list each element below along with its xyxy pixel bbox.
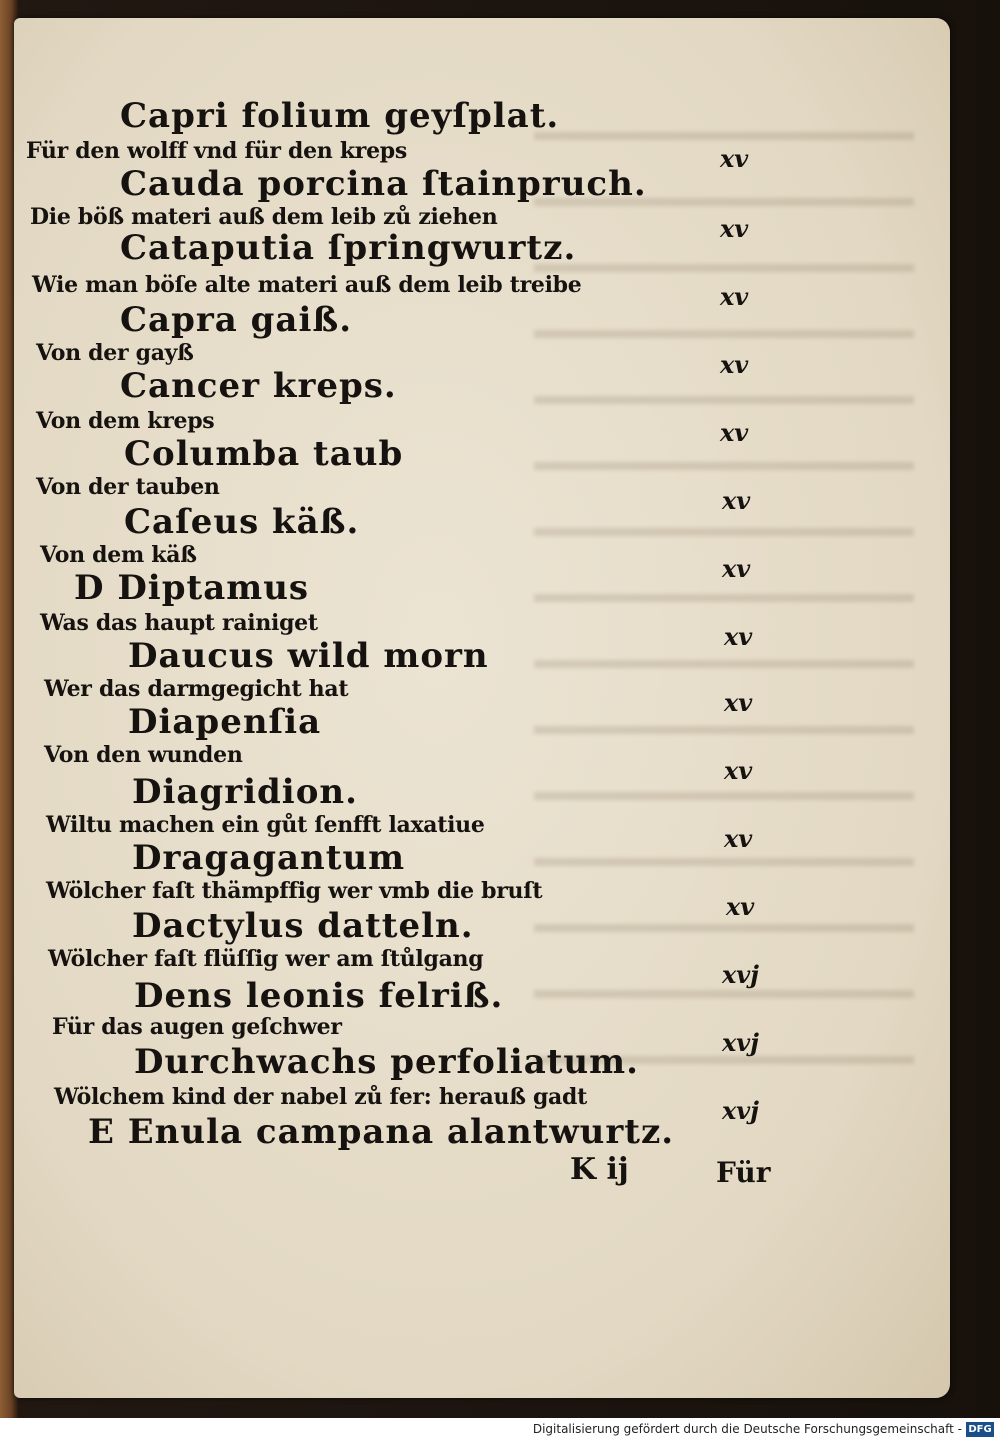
- entry-number-21: xv: [724, 824, 753, 853]
- entry-text-29: Wölchem kind der nabel zů fer: herauß gadt: [54, 1084, 587, 1110]
- entry-heading-6: Capra gaiß.: [120, 300, 353, 340]
- entry-text-5: Wie man böſe alte materi auß dem leib treibe: [32, 272, 582, 298]
- dfg-logo: DFG: [966, 1422, 994, 1437]
- entry-heading-10: Columba taub: [124, 434, 404, 474]
- entry-number-7: xv: [720, 350, 749, 379]
- entry-heading-24: Dactylus datteln.: [132, 906, 474, 946]
- entry-text-27: Für das augen geſchwer: [52, 1014, 342, 1040]
- entry-heading-8: Cancer kreps.: [120, 366, 397, 406]
- entry-text-17: Wer das darmgegicht hat: [44, 676, 349, 702]
- entry-heading-28: Durchwachs perfoliatum.: [134, 1042, 639, 1082]
- entry-number-17: xv: [724, 688, 753, 717]
- entry-text-21: Wiltu machen ein gůt ſenfft laxatiue: [46, 812, 485, 838]
- entry-heading-16: Daucus wild morn: [128, 636, 489, 676]
- entry-heading-14: D Diptamus: [74, 568, 310, 608]
- entry-number-3: xv: [720, 214, 749, 243]
- entry-text-7: Von der gayß: [36, 340, 194, 366]
- entry-heading-4: Cataputia ſpringwurtz.: [120, 228, 577, 268]
- entry-number-19: xv: [724, 756, 753, 785]
- entry-heading-22: Dragagantum: [132, 838, 406, 878]
- entry-heading-20: Diagridion.: [132, 772, 358, 812]
- entry-heading-12: Caſeus käß.: [124, 502, 360, 542]
- entry-text-3: Die böß materi auß dem leib zů ziehen: [30, 204, 498, 230]
- entry-number-5: xv: [720, 282, 749, 311]
- entry-text-9: Von dem kreps: [36, 408, 215, 434]
- entry-number-23: xv: [726, 892, 755, 921]
- book-page: [14, 18, 950, 1398]
- entry-text-11: Von der tauben: [36, 474, 220, 500]
- entry-heading-2: Cauda porcina ſtainpruch.: [120, 164, 647, 204]
- catchword: Für: [716, 1156, 771, 1189]
- entry-text-15: Was das haupt rainiget: [40, 610, 318, 636]
- signature-mark: K ij: [570, 1152, 629, 1187]
- entry-number-13: xv: [722, 554, 751, 583]
- entry-text-23: Wölcher faſt thämpffig wer vmb die bruſt: [46, 878, 543, 904]
- entry-heading-26: Dens leonis felriß.: [134, 976, 504, 1016]
- entry-heading-0: Capri folium geyſplat.: [120, 96, 560, 136]
- entry-number-29: xvj: [722, 1096, 759, 1125]
- credit-text: Digitalisierung gefördert durch die Deutsche Forschungsgemeinschaft -: [532, 1422, 962, 1436]
- entry-heading-30: E Enula campana alantwurtz.: [88, 1112, 675, 1152]
- entry-heading-18: Diapenſia: [128, 702, 322, 742]
- entry-text-25: Wölcher faſt flüſſig wer am ſtůlgang: [48, 946, 484, 972]
- entry-number-1: xv: [720, 144, 749, 173]
- entry-text-19: Von den wunden: [44, 742, 243, 768]
- entry-text-13: Von dem käß: [40, 542, 197, 568]
- entry-number-27: xvj: [722, 1028, 759, 1057]
- entry-number-25: xvj: [722, 960, 759, 989]
- credit-bar: [0, 1418, 1000, 1443]
- entry-number-11: xv: [722, 486, 751, 515]
- entry-number-15: xv: [724, 622, 753, 651]
- entry-number-9: xv: [720, 418, 749, 447]
- entry-text-1: Für den wolff vnd für den kreps: [26, 138, 407, 164]
